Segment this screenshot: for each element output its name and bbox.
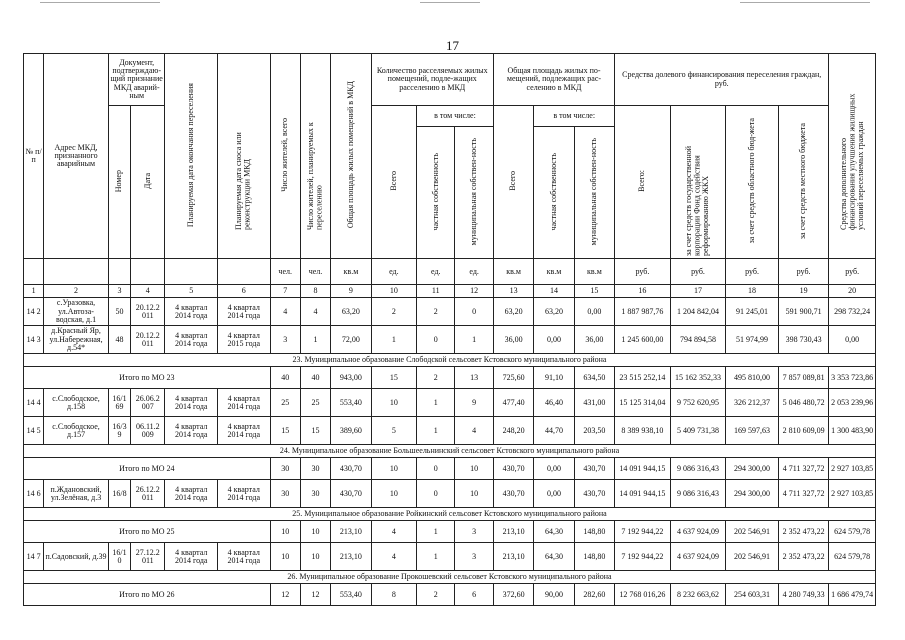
unit-cell: кв.м <box>331 259 371 285</box>
table-cell: 1 245 600,00 <box>615 326 671 354</box>
table-cell: 553,40 <box>331 389 371 417</box>
table-cell: 4 квартал 2014 года <box>165 326 218 354</box>
top-edge-marks <box>40 2 870 6</box>
table-cell: 10 <box>371 480 416 508</box>
total-cell: 634,50 <box>574 367 614 389</box>
total-cell: 430,70 <box>493 458 533 480</box>
table-cell: 4 квартал 2014 года <box>218 389 271 417</box>
table-cell: 1 <box>300 326 330 354</box>
unit-cell: руб. <box>670 259 726 285</box>
table-cell: 91 245,01 <box>726 298 779 326</box>
address-cell: с.Слободское, д.157 <box>44 417 109 445</box>
table-cell: 3 <box>270 326 300 354</box>
table-cell: 4 квартал 2014 года <box>218 417 271 445</box>
total-cell: 282,60 <box>574 584 614 606</box>
unit-cell: руб. <box>615 259 671 285</box>
header-funding-group: Средства долевого финансирования переселения граждан, руб. <box>615 54 829 106</box>
header-planned-demolition: Планируемая дата сноса или реконструкции МКД <box>218 54 271 259</box>
total-cell: 15 <box>371 367 416 389</box>
header-doc-number: Номер <box>108 106 130 259</box>
total-cell: 90,00 <box>534 584 574 606</box>
table-cell: 36,00 <box>574 326 614 354</box>
table-cell: 63,20 <box>331 298 371 326</box>
header-area-municipal: муниципальная собствен-ность <box>574 127 614 259</box>
section-row <box>24 445 876 458</box>
column-number-cell: 18 <box>726 285 779 298</box>
total-cell: 30 <box>270 458 300 480</box>
table-cell: 0,00 <box>534 326 574 354</box>
table-cell: 16/1 0 <box>108 543 130 571</box>
section-row <box>24 354 876 367</box>
header-document: Документ, подтверждаю-щий признание МКД аварий-ным <box>108 54 165 106</box>
header-address: Адрес МКД, признанного аварийным <box>44 54 109 259</box>
header-area-group: Общая площадь жилых по-мещений, подлежащих рас-селению в МКД <box>493 54 614 106</box>
unit-cell: ед. <box>371 259 416 285</box>
total-cell: 7 192 944,22 <box>615 521 671 543</box>
unit-cell: чел. <box>270 259 300 285</box>
total-cell: 294 300,00 <box>726 458 779 480</box>
header-count-total: Всего <box>371 106 416 259</box>
total-cell: 553,40 <box>331 584 371 606</box>
table-cell: 169 597,63 <box>726 417 779 445</box>
header-count-group: Количество расселяемых жилых помещений, подле-жащих расселению в МКД <box>371 54 493 106</box>
total-row <box>24 584 876 606</box>
table-cell: 9 086 316,43 <box>670 480 726 508</box>
unit-cell: чел. <box>300 259 330 285</box>
table-cell: 16/3 9 <box>108 417 130 445</box>
table-cell: 25 <box>270 389 300 417</box>
table-cell: 15 <box>300 417 330 445</box>
table-cell: 14 4 <box>24 389 44 417</box>
header-area-in-that: в том числе: <box>534 106 615 127</box>
table-cell: 14 2 <box>24 298 44 326</box>
table-cell: 14 7 <box>24 543 44 571</box>
table-cell: 9 <box>455 389 493 417</box>
table-cell: 4 квартал 2014 года <box>165 389 218 417</box>
table-cell: 63,20 <box>534 298 574 326</box>
total-row <box>24 521 876 543</box>
address-cell: п.Ждановский, ул.Зелёная, д.3 <box>44 480 109 508</box>
table-cell: 44,70 <box>534 417 574 445</box>
column-number-cell: 2 <box>44 285 109 298</box>
table-cell: 294 300,00 <box>726 480 779 508</box>
column-numbers-row <box>24 285 876 298</box>
total-cell: 10 <box>455 458 493 480</box>
table-cell: 72,00 <box>331 326 371 354</box>
table-cell: 9 752 620,95 <box>670 389 726 417</box>
table-cell: 0 <box>417 326 455 354</box>
total-cell: 8 232 663,62 <box>670 584 726 606</box>
unit-cell: ед. <box>455 259 493 285</box>
total-cell: 91,10 <box>534 367 574 389</box>
header-fund-total: Всего: <box>615 106 671 259</box>
total-cell: 6 <box>455 584 493 606</box>
table-cell: 4 <box>455 417 493 445</box>
table-cell: 4 711 327,72 <box>778 480 829 508</box>
table-cell: 8 389 938,10 <box>615 417 671 445</box>
table-cell: 4 <box>270 298 300 326</box>
table-cell: 10 <box>455 480 493 508</box>
address-cell: п.Садовский, д.39 <box>44 543 109 571</box>
table-cell: 1 <box>371 326 416 354</box>
total-cell: 9 086 316,43 <box>670 458 726 480</box>
unit-cell: руб. <box>829 259 876 285</box>
section-title: 24. Муниципальное образование Большеельнинский сельсовет Кстовского муниципального района <box>24 445 876 458</box>
resettlement-table <box>23 53 876 606</box>
total-cell: 430,70 <box>574 458 614 480</box>
table-cell: 591 900,71 <box>778 298 829 326</box>
table-cell: 2 810 609,09 <box>778 417 829 445</box>
total-cell: 7 857 089,81 <box>778 367 829 389</box>
table-cell: 20.12.2 011 <box>131 326 165 354</box>
table-cell: 5 046 480,72 <box>778 389 829 417</box>
table-cell: 213,10 <box>493 543 533 571</box>
table-cell: 0,00 <box>534 480 574 508</box>
header-residents-planned: Число жителей, планируемых к переселению <box>300 54 330 259</box>
unit-cell: руб. <box>778 259 829 285</box>
header-count-in-that: в том числе: <box>417 106 494 127</box>
table-cell: 1 300 483,90 <box>829 417 876 445</box>
table-cell: 430,70 <box>493 480 533 508</box>
table-cell: 5 409 731,38 <box>670 417 726 445</box>
table-cell: 14 091 944,15 <box>615 480 671 508</box>
column-number-cell: 20 <box>829 285 876 298</box>
table-cell: 0 <box>455 298 493 326</box>
table-cell: 203,50 <box>574 417 614 445</box>
table-row <box>24 417 876 445</box>
table-cell: 430,70 <box>574 480 614 508</box>
table-cell: 4 квартал 2014 года <box>218 480 271 508</box>
total-cell: 254 603,31 <box>726 584 779 606</box>
column-number-cell: 19 <box>778 285 829 298</box>
total-cell: 148,80 <box>574 521 614 543</box>
table-cell: 4 квартал 2014 года <box>218 543 271 571</box>
header-doc-date: Дата <box>131 106 165 259</box>
table-cell: 48 <box>108 326 130 354</box>
table-cell: 477,40 <box>493 389 533 417</box>
total-cell: 3 <box>455 521 493 543</box>
table-cell: 398 730,43 <box>778 326 829 354</box>
table-cell: 5 <box>371 417 416 445</box>
column-number-cell: 12 <box>455 285 493 298</box>
total-cell: 725,60 <box>493 367 533 389</box>
units-row <box>24 259 876 285</box>
column-number-cell: 5 <box>165 285 218 298</box>
table-cell: 4 <box>371 543 416 571</box>
total-cell: 13 <box>455 367 493 389</box>
table-cell: 148,80 <box>574 543 614 571</box>
header-fund-state: за счет средств государственной корпорации Фонд содействия реформированию ЖКХ <box>670 106 726 259</box>
total-label: Итого по МО 23 <box>24 367 271 389</box>
table-cell: 26.12.2 011 <box>131 480 165 508</box>
address-cell: д.Красный Яр, ул.Набережная, д.54* <box>44 326 109 354</box>
table-cell: 14 3 <box>24 326 44 354</box>
total-cell: 64,30 <box>534 521 574 543</box>
unit-cell: кв.м <box>493 259 533 285</box>
total-cell: 30 <box>300 458 330 480</box>
total-row <box>24 458 876 480</box>
table-cell: 27.12.2 011 <box>131 543 165 571</box>
table-cell: 326 212,37 <box>726 389 779 417</box>
column-number-cell: 9 <box>331 285 371 298</box>
total-cell: 624 579,78 <box>829 521 876 543</box>
table-cell: 4 <box>300 298 330 326</box>
total-cell: 943,00 <box>331 367 371 389</box>
total-cell: 213,10 <box>493 521 533 543</box>
table-cell: 16/1 69 <box>108 389 130 417</box>
table-cell: 2 <box>417 298 455 326</box>
total-cell: 430,70 <box>331 458 371 480</box>
table-cell: 389,60 <box>331 417 371 445</box>
table-cell: 20.12.2 011 <box>131 298 165 326</box>
address-cell: с.Уразовка, ул.Автоза-водская, д.1 <box>44 298 109 326</box>
table-row <box>24 543 876 571</box>
total-label: Итого по МО 24 <box>24 458 271 480</box>
column-number-cell: 10 <box>371 285 416 298</box>
table-cell: 36,00 <box>493 326 533 354</box>
section-title: 26. Муниципальное образование Прокошевский сельсовет Кстовского муниципального района <box>24 571 876 584</box>
header-count-private: частная собственность <box>417 127 455 259</box>
table-cell: 0,00 <box>829 326 876 354</box>
column-number-cell: 1 <box>24 285 44 298</box>
table-cell: 1 204 842,04 <box>670 298 726 326</box>
table-cell: 30 <box>270 480 300 508</box>
table-cell: 14 6 <box>24 480 44 508</box>
unit-cell: ед. <box>417 259 455 285</box>
total-cell: 4 711 327,72 <box>778 458 829 480</box>
total-cell: 2 <box>417 367 455 389</box>
total-cell: 8 <box>371 584 416 606</box>
table-row <box>24 389 876 417</box>
total-cell: 4 <box>371 521 416 543</box>
header-area-private: частная собственность <box>534 127 574 259</box>
table-cell: 3 <box>455 543 493 571</box>
table-row <box>24 480 876 508</box>
header-residents-total: Число жителей, всего <box>270 54 300 259</box>
section-row <box>24 508 876 521</box>
table-cell: 298 732,24 <box>829 298 876 326</box>
table-cell: 15 125 314,04 <box>615 389 671 417</box>
total-cell: 4 280 749,33 <box>778 584 829 606</box>
total-cell: 2 352 473,22 <box>778 521 829 543</box>
column-number-cell: 15 <box>574 285 614 298</box>
total-row <box>24 367 876 389</box>
total-cell: 2 927 103,85 <box>829 458 876 480</box>
column-number-cell: 11 <box>417 285 455 298</box>
header-fund-regional: за счет средств областного бюд-жета <box>726 106 779 259</box>
total-cell: 10 <box>270 521 300 543</box>
table-cell: 1 887 987,76 <box>615 298 671 326</box>
table-cell: 624 579,78 <box>829 543 876 571</box>
header-fund-local: за счет средств местного бюджета <box>778 106 829 259</box>
header-no: № п/ п <box>24 54 44 259</box>
table-cell: 2 927 103,85 <box>829 480 876 508</box>
total-cell: 12 768 016,26 <box>615 584 671 606</box>
table-cell: 4 квартал 2015 года <box>218 326 271 354</box>
table-cell: 794 894,58 <box>670 326 726 354</box>
table-cell: 15 <box>270 417 300 445</box>
table-cell: 4 квартал 2014 года <box>218 298 271 326</box>
table-cell: 30 <box>300 480 330 508</box>
column-number-cell: 6 <box>218 285 271 298</box>
total-cell: 0 <box>417 458 455 480</box>
table-cell: 16/8 <box>108 480 130 508</box>
total-cell: 40 <box>300 367 330 389</box>
header-area-total: Всего <box>493 106 533 259</box>
table-cell: 1 <box>455 326 493 354</box>
table-cell: 2 352 473,22 <box>778 543 829 571</box>
table-cell: 14 5 <box>24 417 44 445</box>
table-cell: 431,00 <box>574 389 614 417</box>
table-cell: 7 192 944,22 <box>615 543 671 571</box>
table-cell: 4 квартал 2014 года <box>165 480 218 508</box>
column-number-cell: 4 <box>131 285 165 298</box>
table-cell: 1 <box>417 389 455 417</box>
table-cell: 4 637 924,09 <box>670 543 726 571</box>
header-planned-end: Планируемая дата окончания переселения <box>165 54 218 259</box>
unit-cell: кв.м <box>574 259 614 285</box>
total-cell: 213,10 <box>331 521 371 543</box>
table-cell: 2 053 239,96 <box>829 389 876 417</box>
table-cell: 06.11.2 009 <box>131 417 165 445</box>
page-number: 17 <box>446 38 459 53</box>
unit-cell: руб. <box>726 259 779 285</box>
table-cell: 63,20 <box>493 298 533 326</box>
column-number-cell: 7 <box>270 285 300 298</box>
total-cell: 12 <box>300 584 330 606</box>
table-cell: 1 <box>417 543 455 571</box>
table-cell: 4 квартал 2014 года <box>165 417 218 445</box>
total-cell: 14 091 944,15 <box>615 458 671 480</box>
table-cell: 2 <box>371 298 416 326</box>
column-number-cell: 17 <box>670 285 726 298</box>
total-cell: 3 353 723,86 <box>829 367 876 389</box>
table-cell: 4 квартал 2014 года <box>165 543 218 571</box>
section-title: 23. Муниципальное образование Слободской сельсовет Кстовского муниципального района <box>24 354 876 367</box>
total-cell: 1 <box>417 521 455 543</box>
total-cell: 495 810,00 <box>726 367 779 389</box>
total-cell: 15 162 352,33 <box>670 367 726 389</box>
total-cell: 10 <box>300 521 330 543</box>
column-number-cell: 16 <box>615 285 671 298</box>
table-cell: 26.06.2 007 <box>131 389 165 417</box>
total-cell: 0,00 <box>534 458 574 480</box>
header-fund-additional: Средства дополнительного финансирования улучшения жилищных условий переселяемых граждан <box>829 54 876 259</box>
total-cell: 372,60 <box>493 584 533 606</box>
total-cell: 2 <box>417 584 455 606</box>
table-cell: 213,10 <box>331 543 371 571</box>
section-title: 25. Муниципальное образование Ройкинский сельсовет Кстовского муниципального района <box>24 508 876 521</box>
total-cell: 10 <box>371 458 416 480</box>
table-cell: 10 <box>270 543 300 571</box>
section-row <box>24 571 876 584</box>
table-cell: 10 <box>300 543 330 571</box>
table-cell: 4 квартал 2014 года <box>165 298 218 326</box>
total-label: Итого по МО 25 <box>24 521 271 543</box>
total-label: Итого по МО 26 <box>24 584 271 606</box>
column-number-cell: 14 <box>534 285 574 298</box>
column-number-cell: 8 <box>300 285 330 298</box>
total-cell: 40 <box>270 367 300 389</box>
table-row <box>24 298 876 326</box>
column-number-cell: 13 <box>493 285 533 298</box>
table-cell: 50 <box>108 298 130 326</box>
total-cell: 1 686 479,74 <box>829 584 876 606</box>
header-total-area: Общая площадь жилых помещений в МКД <box>331 54 371 259</box>
total-cell: 202 546,91 <box>726 521 779 543</box>
table-cell: 248,20 <box>493 417 533 445</box>
total-cell: 12 <box>270 584 300 606</box>
table-cell: 64,30 <box>534 543 574 571</box>
table-cell: 1 <box>417 417 455 445</box>
table-cell: 202 546,91 <box>726 543 779 571</box>
table-cell: 51 974,99 <box>726 326 779 354</box>
table-cell: 0,00 <box>574 298 614 326</box>
header-count-municipal: муниципальная собствен-ность <box>455 127 493 259</box>
column-number-cell: 3 <box>108 285 130 298</box>
total-cell: 4 637 924,09 <box>670 521 726 543</box>
address-cell: с.Слободское, д.158 <box>44 389 109 417</box>
table-cell: 10 <box>371 389 416 417</box>
table-cell: 46,40 <box>534 389 574 417</box>
total-cell: 23 515 252,14 <box>615 367 671 389</box>
table-cell: 25 <box>300 389 330 417</box>
table-cell: 0 <box>417 480 455 508</box>
unit-cell: кв.м <box>534 259 574 285</box>
table-cell: 430,70 <box>331 480 371 508</box>
table-row <box>24 326 876 354</box>
